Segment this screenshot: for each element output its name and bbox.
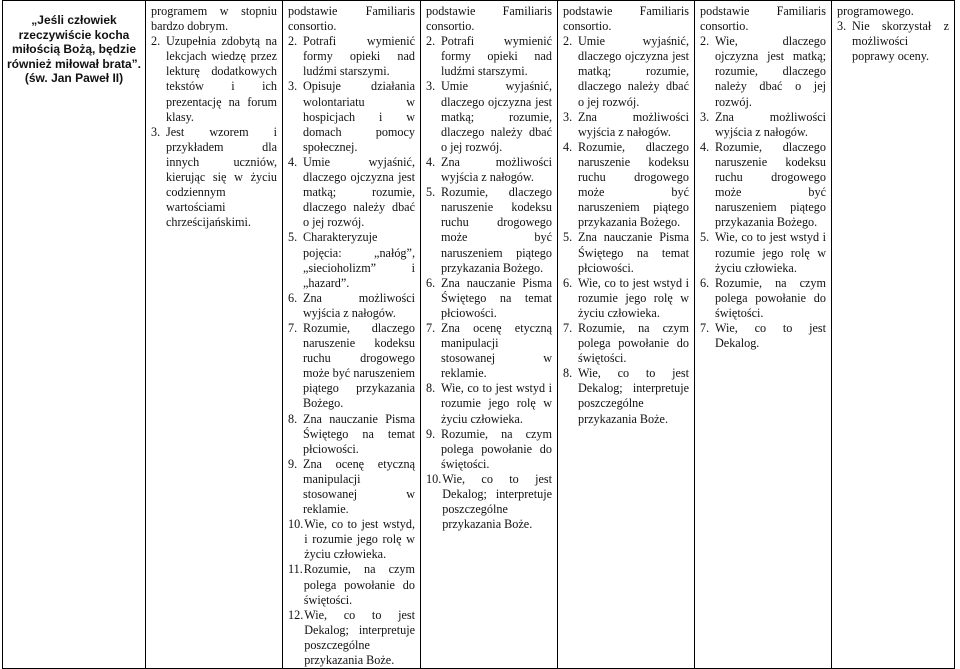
column-intro: podstawie Familiaris consortio. [288,4,415,34]
column-intro: podstawie Familiaris consortio. [563,4,689,34]
item-text: Zna możliwości wyjścia z nałogów. [303,290,415,320]
item-text: Nie skorzystał z możliwości poprawy oceny. [852,19,949,64]
item-text: Umie wyjaśnić, dlaczego ojczyzna jest matką; rozumie, dlaczego należy dbać o jej rozwój. [303,154,415,230]
item-text: Zna możliwości wyjścia z nałogów. [715,109,826,139]
item-number: 3. [151,124,161,139]
criteria-item [288,155,415,230]
criteria-item [288,291,415,321]
item-text: Umie wyjaśnić, dlaczego ojczyzna jest matką; rozumie, dlaczego należy dbać o jej rozwój. [578,34,689,109]
item-text: Wie, co to jest Dekalog; interpretuje poszczególne przykazania Boże. [442,471,552,532]
item-text: Zna nauczanie Pisma Świętego na temat płciowości. [303,411,415,456]
item-text: Wie, dlaczego ojczyzna jest matką; rozumie, dlaczego należy dbać o jej rozwój. [715,34,826,109]
item-number: 3. [426,79,436,94]
criteria-column [558,1,695,669]
criteria-item [563,276,689,321]
item-text: Zna możliwości wyjścia z nałogów. [441,154,552,185]
item-number: 7. [563,320,573,335]
item-text: Wie, co to jest Dekalog. [715,320,826,351]
item-number: 3. [700,109,710,124]
criteria-item [288,230,415,290]
item-text: Jest wzorem i przykładem dla innych uczniów, kierując się w życiu codziennym wartościami chrześcijańskimi. [166,124,277,230]
item-number: 8. [426,381,436,396]
criteria-column [146,1,283,669]
item-number: 6. [426,275,436,290]
item-text: Rozumie, dlaczego naruszenie kodeksu ruchu drogowego może być naruszeniem piątego przykazania Bożego. [715,139,826,230]
item-text: Zna możliwości wyjścia z nałogów. [578,109,689,139]
item-number: 10. [288,517,304,532]
item-number: 7. [700,320,710,335]
item-text: Rozumie, na czym polega powołanie do świętości. [303,562,415,607]
item-text: Rozumie, dlaczego naruszenie kodeksu ruchu drogowego może być naruszeniem piątego przykazania Bożego. [578,139,689,230]
item-number: 5. [288,230,298,245]
criteria-item [288,457,415,517]
item-number: 4. [563,139,573,154]
criteria-item [563,230,689,275]
criteria-item [151,125,277,231]
item-text: Wie, co to jest wstyd i rozumie jego rolę w życiu człowieka. [441,381,552,426]
criteria-item [700,230,826,275]
criteria-item [288,562,415,607]
item-number: 4. [426,154,436,169]
column-intro: podstawie Familiaris consortio. [426,4,552,34]
criteria-item [426,427,552,472]
criteria-column [832,1,955,669]
quote-line: miłością Bożą, będzie [11,42,137,57]
criteria-column [695,1,832,669]
criteria-list [837,19,949,64]
item-number: 9. [288,456,298,471]
item-number: 5. [700,230,710,245]
item-text: Charakteryzuje pojęcia: „nałóg”, „siecioholizm” i „hazard”. [303,230,415,290]
item-number: 3. [837,19,847,34]
column-intro: podstawie Familiaris consortio. [700,4,826,34]
criteria-item [426,472,552,532]
item-number: 6. [563,275,573,290]
item-number: 2. [700,34,710,49]
criteria-list [563,34,689,426]
item-text: Wie, co to jest wstyd i rozumie jego rolę w życiu człowieka. [715,230,826,275]
item-text: Wie, co to jest wstyd, i rozumie jego rolę w życiu człowieka. [304,517,415,562]
criteria-item [426,79,552,154]
item-text: Wie, co to jest wstyd i rozumie jego rolę w życiu człowieka. [578,275,689,320]
criteria-list [151,34,277,230]
item-text: Zna nauczanie Pisma Świętego na temat płciowości. [578,230,689,275]
criteria-item [426,185,552,276]
grading-criteria-table [2,0,955,669]
column-intro: programem w stopniu bardzo dobrym. [151,4,277,34]
item-number: 2. [426,34,436,49]
criteria-item [288,321,415,412]
criteria-column [421,1,558,669]
criteria-item [837,19,949,64]
criteria-item [700,34,826,109]
criteria-item [288,34,415,79]
criteria-item [563,321,689,366]
quote-cell [3,1,146,669]
item-text: Potrafi wymienić formy opieki nad ludźmi starszymi. [303,34,415,79]
item-number: 5. [563,230,573,245]
criteria-list [700,34,826,351]
item-number: 7. [426,320,436,335]
item-number: 9. [426,426,436,441]
item-text: Zna nauczanie Pisma Świętego na temat płciowości. [441,275,552,320]
item-number: 8. [563,366,573,381]
criteria-column [283,1,421,669]
criteria-item [700,276,826,321]
item-text: Wie, co to jest Dekalog; interpretuje poszczególne przykazania Boże. [304,607,415,668]
criteria-list [288,34,415,668]
quote-line: rzeczywiście kocha [18,27,130,42]
criteria-item [700,110,826,140]
criteria-item [288,517,415,562]
criteria-item [700,321,826,351]
item-number: 4. [288,154,298,169]
item-number: 11. [288,562,303,577]
item-text: Umie wyjaśnić, dlaczego ojczyzna jest matką; rozumie, dlaczego należy dbać o jej rozwój. [441,79,552,154]
quote-line: również miłował brata”. [6,56,142,71]
criteria-item [426,321,552,381]
item-number: 6. [700,275,710,290]
criteria-item [426,34,552,79]
item-number: 3. [563,109,573,124]
item-text: Wie, co to jest Dekalog; interpretuje poszczególne przykazania Boże. [578,366,689,426]
criteria-list [426,34,552,532]
item-text: Rozumie, na czym polega powołanie do świętości. [715,275,826,320]
criteria-item [563,110,689,140]
item-text: Potrafi wymienić formy opieki nad ludźmi starszymi. [441,34,552,79]
quote-attribution: (św. Jan Paweł II) [24,71,124,86]
criteria-item [288,79,415,154]
criteria-item [563,140,689,231]
criteria-item [563,34,689,109]
criteria-item [563,366,689,426]
item-number: 7. [288,320,298,335]
item-number: 3. [288,79,298,94]
item-text: Rozumie, dlaczego naruszenie kodeksu ruchu drogowego może być naruszeniem piątego przykazania Bożego. [441,185,552,275]
criteria-item [700,140,826,231]
criteria-item [288,412,415,457]
criteria-item [426,276,552,321]
item-number: 10. [426,471,442,486]
item-text: Zna ocenę etyczną manipulacji stosowanej w reklamie. [303,456,415,517]
item-number: 2. [563,34,573,49]
item-text: Zna ocenę etyczną manipulacji stosowanej w reklamie. [441,320,552,381]
item-number: 2. [288,34,298,49]
item-number: 8. [288,411,298,426]
item-number: 5. [426,185,436,200]
item-number: 12. [288,607,304,622]
item-text: Rozumie, na czym polega powołanie do świętości. [441,426,552,471]
item-text: Rozumie, na czym polega powołanie do świętości. [578,320,689,366]
criteria-item [426,155,552,185]
item-number: 2. [151,34,161,49]
item-text: Opisuje działania wolontariatu w hospicjach i w domach pomocy społecznej. [303,79,415,154]
item-text: Rozumie, dlaczego naruszenie kodeksu ruchu drogowego może być naruszeniem piątego przykazania Bożego. [303,320,415,411]
quote-line: „Jeśli człowiek [31,13,117,27]
column-intro: programowego. [837,4,914,18]
criteria-item [151,34,277,125]
criteria-item [426,381,552,426]
item-text: Uzupełnia zdobytą na lekcjach wiedzę przez lekturę dodatkowych tekstów i ich prezentację na forum klasy. [166,34,277,124]
item-number: 6. [288,290,298,305]
criteria-item [288,608,415,668]
item-number: 4. [700,139,710,154]
